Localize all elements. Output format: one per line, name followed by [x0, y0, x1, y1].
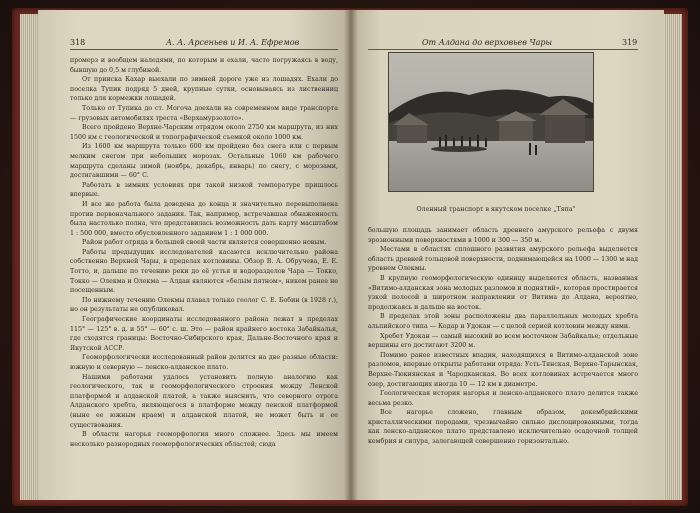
left-header-rule	[70, 49, 338, 50]
paragraph: промерз и вообщем наледями, по которым и ехали, часто погружаясь в воду, бывшую до 0,5 м глубиной.	[70, 57, 338, 74]
right-page-number: 319	[622, 38, 638, 47]
paragraph: По нижнему течению Олекмы плавал только геолог С. Е. Бобин (в 1928 г.), но он результаты не опубликовал.	[70, 296, 338, 314]
paragraph: Помимо ранее известных впадин, находящихся в Витимо-алданской зоне разломов, впервые открыты работами отряда: Усть-Тянская, Верхне-Тарынская, Верхне-Тюкиянская и Чародканская. Во всех котловинах встречается много озер, достигающих иногда 10 — 12 км в диаметре.	[368, 351, 638, 388]
paragraph: Геологическая история нагорья и ленско-алданского плато делится также весьма резко.	[368, 390, 638, 407]
paragraph: От прииска Кахар выехали по зимней дороге уже из лошадях. Ехали до поселка Тупик подряд 5 дней, крупные сутки, основываясь из лиственниц только для кормежки лошадей.	[70, 76, 338, 103]
paragraph: Только от Тупика до ст. Могоча доехали на современном виде транспорта — грузовых автомобилях треста «Верхамурзолото».	[70, 104, 338, 122]
left-body-text	[70, 56, 338, 488]
paragraph: Все нагорье сложено, главным образом, докембрийскими кристаллическими породами, чрезвычайно сильно дислоцированными, тогда как ленско-алданское плато представлено исключительно осадочной толщей кембрия и силура, залегающей совершенно горизонтально.	[368, 409, 638, 446]
paragraph: В области нагорья геоморфология много сложнее. Здесь мы имеем несколько разнородных геоморфологических областей; сюда	[70, 431, 338, 448]
paragraph: В крупную геоморфологическую единицу выделяется область, названная «Витимо-алданская зона молодых разломов и поднятий», которая простирается узкой полосой в широтном направлении от Витима до Алдана, вероятно, продолжаясь и дальше на восток.	[368, 274, 638, 311]
page-edges-right	[662, 14, 682, 500]
book-gutter	[344, 10, 358, 500]
page-edges-left	[20, 14, 38, 500]
right-header-rule	[368, 49, 638, 50]
paragraph: В пределах этой зоны расположены два параллельных молодых хребта альпийского типа — Кодар и Удокан — с целой серией котловин между ними.	[368, 313, 638, 330]
paragraph: большую площадь занимает область древнего амурского рельефа с двумя эрозионными поверхностями в 1000 и 300 — 350 м.	[368, 227, 638, 244]
paragraph: Хребет Удокан — самый высокий во всем восточном Забайкалье; отдельные вершины его достигают 3200 м.	[368, 332, 638, 350]
right-body-text	[368, 226, 638, 490]
paragraph: Работать в зимних условиях при такой низкой температуре пришлось впервые.	[70, 181, 338, 199]
left-page	[38, 10, 352, 500]
paragraph: Геоморфологически исследованный район делится на две разные области: южную и северную — ленско-алданское плато.	[70, 354, 338, 371]
village-photo	[388, 52, 594, 192]
paragraph: Нашими работами удалось установить полную аналогию как геологического, так и геоморфологического строения между Ленской платформой и алданской платой, а также выяснить, что северного отрога Алданского хребта, являющегося в платформе между ленской платформой (ныне ее южным краем) и алданской платой, не может быть и ее существования.	[70, 373, 338, 429]
left-running-head: А. А. Арсеньев и И. А. Ефремов	[166, 38, 300, 47]
right-page	[350, 10, 664, 500]
paragraph: Район работ отряда в большей своей части является совершенно новым.	[82, 239, 327, 247]
paragraph: Всего пройдено Верхне-Чарским отрядом около 2750 км маршрута, из них 1500 км с геологической и топографической съемкой около 1000 км.	[70, 124, 338, 141]
paragraph: И все же работа была доведена до конца и значительно перевыполнена против первоначального задания. Так, например, встречавшая обнаженность была настолько полна, что представилась возможность дать карту масштабом 1 : 500 000, вместо обусловленного заданием 1 : 1 000 000.	[70, 200, 338, 237]
photo-caption: Оленный транспорт в якутском поселке „Тяпа"	[416, 206, 576, 213]
left-page-number: 318	[70, 38, 86, 47]
paragraph: Работы предыдущих исследователей касаются исключительно района собственно Верхней Чары, в пределах котловины. Обзор В. А. Обручева, Е. Е. Тотто, и, дальше по течению реки до её устья и водоразделов Чара — Токко, Токко — Олекма и Олекма — Алдан являются «белым пятном», никем ранее не посещенным.	[70, 248, 338, 295]
right-running-head: От Алдана до верховьев Чары	[422, 38, 553, 47]
paragraph: Из 1600 км маршрута только 600 км пройдено без снега или с первым мелким снегом при небольших морозах. Остальные 1060 км рабочего маршрута сделаны зимой (ноябрь, декабрь, январь) по снегу, с морозами, достигавшими — 60° C.	[70, 143, 338, 180]
paragraph: Местами в областях сплошного развития амурского рельефа выделяется область древней гольцовой поверхности, поднимающейся на 1000 — 1300 м над уровнем Олекмы.	[368, 246, 638, 273]
photo-image	[389, 53, 593, 191]
paragraph: Географические координаты исследованного района лежат в пределах 115° — 125° в. д. и 55° — 60° с. ш. Это — район крайнего востока Забайкалья, где сходятся границы: Восточно-Сибирского края, Дальне-Восточного края и Якутской АССР.	[70, 316, 338, 352]
